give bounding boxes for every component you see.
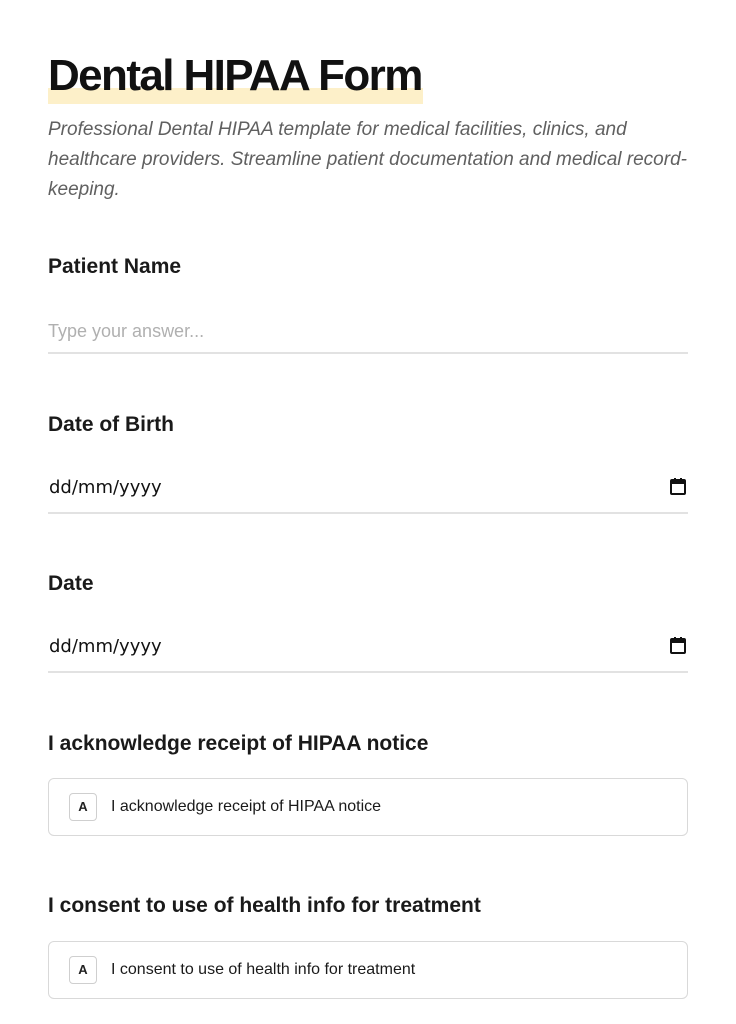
- date-label: Date: [48, 572, 94, 595]
- hipaa-ack-option[interactable]: [48, 778, 688, 836]
- date-input[interactable]: [48, 627, 688, 673]
- calendar-icon[interactable]: [670, 478, 686, 495]
- consent-option[interactable]: [48, 941, 688, 999]
- form-description: Professional Dental HIPAA template for medical facilities, clinics, and healthcare providers. Streamline patient documentation and medical record-keeping.: [48, 119, 687, 200]
- calendar-icon[interactable]: [670, 637, 686, 654]
- date-value: dd/mm/yyyy: [49, 636, 162, 657]
- date-of-birth-value: dd/mm/yyyy: [49, 477, 162, 498]
- option-label: I acknowledge receipt of HIPAA notice: [111, 798, 382, 815]
- date-of-birth-input[interactable]: [48, 468, 688, 514]
- patient-name-label: Patient Name: [48, 255, 182, 278]
- hipaa-ack-label: I acknowledge receipt of HIPAA notice: [48, 732, 429, 755]
- patient-name-input[interactable]: [48, 310, 688, 354]
- option-key-badge: A: [69, 793, 97, 821]
- form-header: [48, 50, 423, 104]
- option-key-badge: A: [69, 956, 97, 984]
- option-label: I consent to use of health info for treatment: [111, 961, 416, 978]
- form-title: Dental HIPAA Form: [48, 50, 423, 104]
- consent-label: I consent to use of health info for treatment: [48, 894, 481, 917]
- date-of-birth-label: Date of Birth: [48, 413, 174, 436]
